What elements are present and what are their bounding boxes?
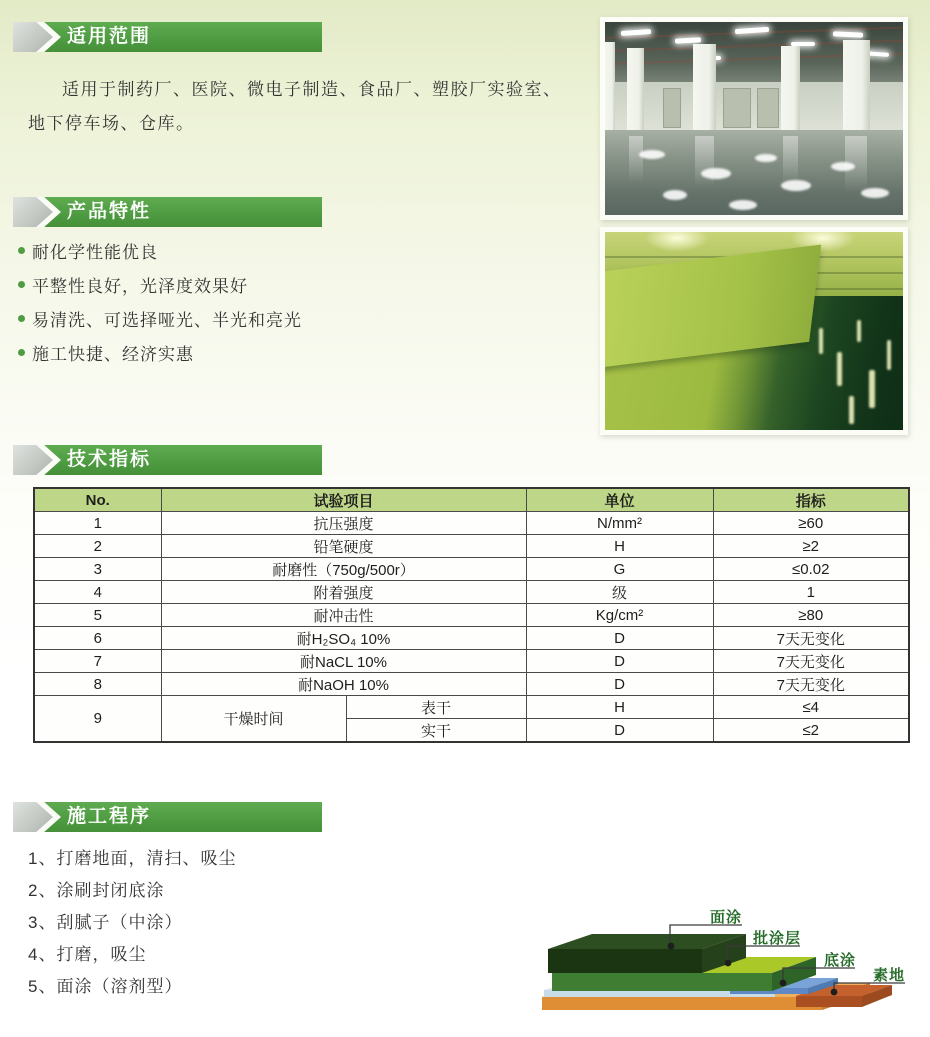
procedure-step: 2、涂刷封闭底涂: [28, 881, 165, 900]
table-row: [34, 581, 909, 604]
cell-value: 7天无变化: [713, 673, 909, 696]
table-row: [34, 650, 909, 673]
putty-front-face: [552, 973, 772, 991]
photo-epoxy-floor-green: [600, 227, 908, 435]
cell-unit: H: [526, 696, 713, 719]
bullet-dot-icon: [18, 281, 25, 288]
feature-text: 易清洗、可选择哑光、半光和亮光: [32, 310, 302, 330]
table-row: [34, 604, 909, 627]
list-item: [18, 233, 438, 267]
section-title: 产品特性: [67, 201, 152, 222]
list-item: [18, 335, 438, 369]
light-reflection-streak: [869, 370, 875, 408]
cell-unit: D: [526, 650, 713, 673]
photo-factory-floor: [600, 17, 908, 220]
column: [627, 48, 644, 134]
list-item: [18, 301, 438, 335]
col-header-no: No.: [34, 488, 161, 512]
cell-item: 附着强度: [161, 581, 526, 604]
cell-no: 3: [34, 558, 161, 581]
scope-paragraph: 适用于制药厂、医院、微电子制造、食品厂、塑胶厂实验室、地下停车场、仓库。: [28, 80, 562, 133]
table-row: [34, 627, 909, 650]
cell-no: 4: [34, 581, 161, 604]
table-row: [34, 535, 909, 558]
cell-no: 7: [34, 650, 161, 673]
reflection-blob: [701, 168, 731, 179]
diagram-label-topcoat: 面涂: [709, 909, 743, 926]
section-title: 技术指标: [67, 449, 152, 470]
cell-item: 耐冲击性: [161, 604, 526, 627]
photo-factory-floor-image: [605, 22, 903, 215]
callout-dot-icon: [831, 989, 838, 996]
cell-item: 干燥时间: [161, 696, 346, 743]
cell-item: 抗压强度: [161, 512, 526, 535]
section-header-features: [13, 197, 322, 227]
feature-list: [18, 233, 438, 369]
cell-value: ≥2: [713, 535, 909, 558]
list-item: [18, 267, 438, 301]
light-reflection-streak: [887, 340, 891, 370]
cell-value: 7天无变化: [713, 650, 909, 673]
substrate-front-face: [542, 997, 822, 1010]
diagram-label-putty: 批涂层: [752, 930, 802, 947]
column-reflection: [695, 136, 714, 188]
substrate-block-front: [796, 996, 862, 1007]
reflection-blob: [663, 190, 687, 200]
callout-dot-icon: [780, 980, 787, 987]
cell-value: 7天无变化: [713, 627, 909, 650]
column: [605, 42, 615, 136]
cell-item: 耐NaOH 10%: [161, 673, 526, 696]
callout-dot-icon: [668, 943, 675, 950]
reflection-blob: [781, 180, 811, 191]
light-reflection-streak: [819, 328, 823, 354]
bullet-dot-icon: [18, 247, 25, 254]
reflection-blob: [861, 188, 889, 198]
cell-unit: D: [526, 719, 713, 743]
cell-unit: 级: [526, 581, 713, 604]
door: [663, 88, 681, 128]
cell-value: ≥80: [713, 604, 909, 627]
cell-item: 耐磨性（750g/500r）: [161, 558, 526, 581]
callout-dot-icon: [725, 960, 732, 967]
topcoat-front-face: [548, 949, 702, 973]
procedure-step: 5、面涂（溶剂型）: [28, 977, 183, 996]
column: [781, 46, 800, 136]
cell-subitem: 实干: [346, 719, 526, 743]
cell-value: ≤4: [713, 696, 909, 719]
cell-unit: N/mm²: [526, 512, 713, 535]
photo-epoxy-floor-image: [605, 232, 903, 430]
cell-no: 6: [34, 627, 161, 650]
cell-item: 耐NaCL 10%: [161, 650, 526, 673]
cell-value: ≤0.02: [713, 558, 909, 581]
door: [723, 88, 751, 128]
feature-text: 平整性良好，光泽度效果好: [32, 276, 248, 296]
col-header-value: 指标: [713, 488, 909, 512]
cell-no: 8: [34, 673, 161, 696]
procedure-step: 4、打磨，吸尘: [28, 945, 147, 964]
cell-unit: H: [526, 535, 713, 558]
cell-no: 5: [34, 604, 161, 627]
door: [757, 88, 779, 128]
procedure-step: 3、刮腻子（中涂）: [28, 913, 183, 932]
feature-text: 施工快捷、经济实惠: [32, 344, 194, 364]
cell-value: ≥60: [713, 512, 909, 535]
section-header-procedure: [13, 802, 322, 832]
section-title: 施工程序: [67, 806, 152, 827]
table-header-row: [34, 488, 909, 512]
cell-value: ≤2: [713, 719, 909, 743]
light-reflection-streak: [857, 320, 861, 342]
column: [693, 44, 716, 136]
diagram-label-primer: 底涂: [823, 952, 857, 969]
column-reflection: [629, 136, 643, 182]
table-row: [34, 558, 909, 581]
table-row: [34, 696, 909, 719]
spec-table: [33, 487, 910, 743]
light-reflection-streak: [849, 396, 854, 424]
cell-no: 2: [34, 535, 161, 558]
feature-text: 耐化学性能优良: [32, 242, 158, 262]
table-row: [34, 673, 909, 696]
light-reflection-streak: [837, 352, 842, 386]
floor-layer-diagram: [540, 893, 930, 1023]
reflection-blob: [755, 154, 777, 162]
col-header-item: 试验项目: [161, 488, 526, 512]
bullet-dot-icon: [18, 349, 25, 356]
section-header-scope: [13, 22, 322, 52]
bullet-dot-icon: [18, 315, 25, 322]
cell-unit: D: [526, 627, 713, 650]
table-row: [34, 512, 909, 535]
reflection-blob: [639, 150, 665, 159]
cell-item: 耐H₂SO₄ 10%: [161, 627, 526, 650]
cell-no: 1: [34, 512, 161, 535]
section-header-specs: [13, 445, 322, 475]
cell-unit: Kg/cm²: [526, 604, 713, 627]
procedure-step: 1、打磨地面，清扫、吸尘: [28, 849, 237, 868]
cell-unit: D: [526, 673, 713, 696]
reflection-blob: [831, 162, 855, 171]
col-header-unit: 单位: [526, 488, 713, 512]
procedure-step-list: [28, 843, 458, 1003]
section-title: 适用范围: [67, 26, 152, 47]
cell-item: 铅笔硬度: [161, 535, 526, 558]
column: [843, 40, 870, 136]
reflection-blob: [729, 200, 757, 210]
cell-unit: G: [526, 558, 713, 581]
cell-value: 1: [713, 581, 909, 604]
cell-subitem: 表干: [346, 696, 526, 719]
column-reflection: [783, 136, 798, 184]
diagram-label-substrate: 素地: [872, 967, 906, 984]
cell-no: 9: [34, 696, 161, 743]
